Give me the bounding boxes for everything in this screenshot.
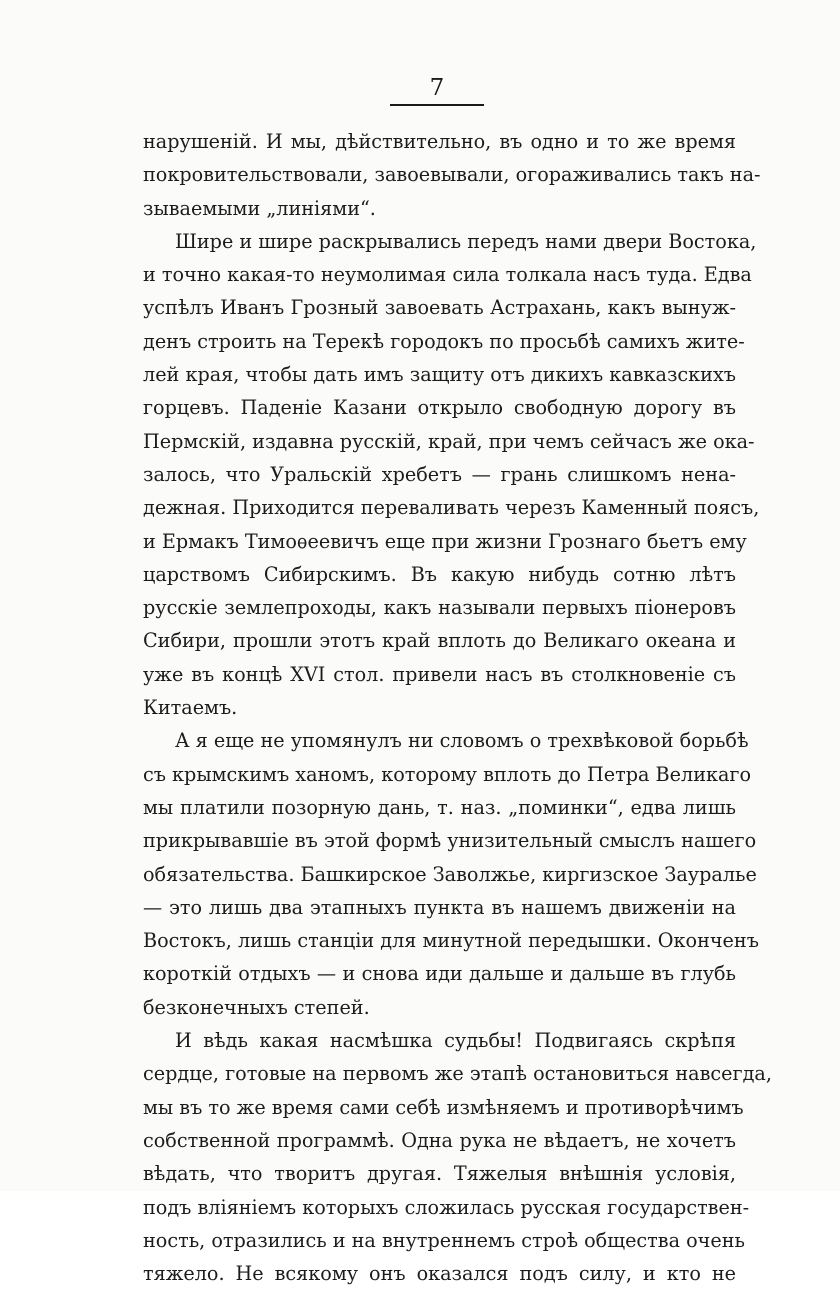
page-number: 7 — [429, 75, 445, 101]
text-line: залось, что Уральскій хребетъ — грань слишкомъ нена- — [143, 462, 736, 486]
text-line: мы платили позорную дань, т. наз. „поминки“, едва лишь — [143, 795, 736, 819]
text-line: съ крымскимъ ханомъ, которому вплоть до Петра Великаго — [143, 762, 752, 786]
text-line: ность, отразились и на внутреннемъ строѣ общества очень — [143, 1228, 745, 1252]
text-line: Китаемъ. — [143, 696, 238, 720]
text-line: царствомъ Сибирскимъ. Въ какую нибудь сотню лѣтъ — [143, 562, 736, 586]
text-line: зываемыми „линіями“. — [143, 196, 376, 220]
text-line: сердце, готовые на первомъ же этапѣ остановиться навсегда, — [143, 1062, 772, 1086]
text-line: вѣдать, что творитъ другая. Тяжелыя внѣшнія условія, — [143, 1162, 736, 1186]
text-line: А я еще не упомянулъ ни словомъ о трехвѣковой борьбѣ — [175, 729, 749, 753]
text-line: обязательства. Башкирское Заволжье, киргизское Зауралье — [143, 862, 757, 886]
text-line: Шире и шире раскрывались передъ нами двери Востока, — [175, 229, 757, 253]
body-text — [143, 125, 772, 1290]
text-line: успѣлъ Иванъ Грозный завоевать Астрахань, какъ вынуж- — [143, 296, 736, 320]
text-line: лей края, чтобы дать имъ защиту отъ дикихъ кавказскихъ — [143, 363, 736, 387]
text-line: Сибири, прошли этотъ край вплоть до Великаго океана и — [143, 629, 736, 653]
text-line: тяжело. Не всякому онъ оказался подъ силу, и кто не — [143, 1262, 736, 1286]
text-line: — это лишь два этапныхъ пункта въ нашемъ движеніи на — [143, 895, 736, 919]
text-line: подъ вліяніемъ которыхъ сложилась русская государствен- — [143, 1195, 750, 1219]
text-line: покровительствовали, завоевывали, огораживались такъ на- — [143, 163, 761, 187]
text-line: нарушеній. И мы, дѣйствительно, въ одно и то же время — [143, 130, 736, 153]
text-line: и точно какая-то неумолимая сила толкала насъ туда. Едва — [143, 263, 752, 287]
text-line: короткій отдыхъ — и снова иди дальше и дальше въ глубь — [143, 962, 736, 986]
text-line: денъ строить на Терекѣ городокъ по просьбѣ самихъ жите- — [143, 329, 745, 353]
text-line: собственной программѣ. Одна рука не вѣдаетъ, не хочетъ — [143, 1128, 736, 1152]
text-line: дежная. Приходится переваливать черезъ Каменный поясъ, — [143, 496, 760, 520]
text-line: прикрывавшіе въ этой формѣ унизительный смыслъ нашего — [143, 829, 757, 853]
text-line: И вѣдь какая насмѣшка судьбы! Подвигаясь скрѣпя — [175, 1029, 736, 1053]
text-line: Востокъ, лишь станціи для минутной передышки. Оконченъ — [143, 929, 759, 953]
page-number-rule — [390, 104, 484, 106]
text-line: и Ермакъ Тимоѳеевичъ еще при жизни Грознаго бьетъ ему — [143, 529, 747, 553]
text-line: русскіе землепроходы, какъ называли первыхъ піонеровъ — [143, 596, 736, 620]
text-line: Пермскій, издавна русскій, край, при чемъ сейчасъ же ока- — [143, 429, 755, 453]
text-line: мы въ то же время сами себѣ измѣняемъ и противорѣчимъ — [143, 1095, 744, 1119]
text-line: уже въ концѣ XVI стол. привели насъ въ столкновеніе съ — [143, 662, 736, 686]
text-line: горцевъ. Паденіе Казани открыло свободную дорогу въ — [143, 396, 736, 420]
text-line: безконечныхъ степей. — [143, 995, 370, 1019]
